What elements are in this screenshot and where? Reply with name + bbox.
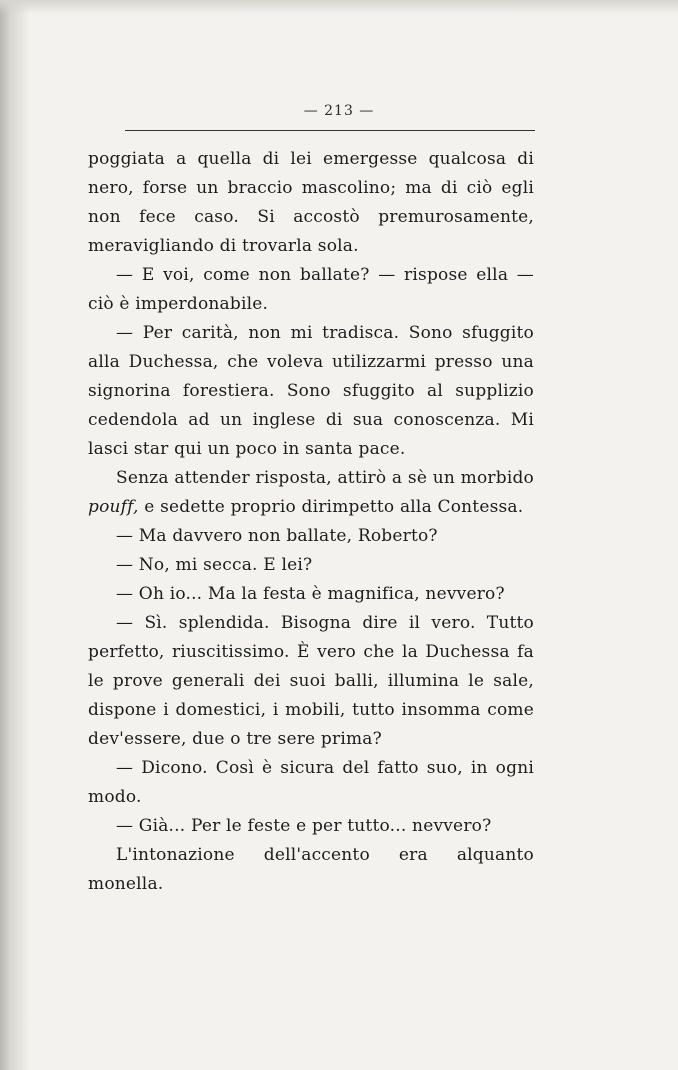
paragraph: — Per carità, non mi tradisca. Sono sfuggito alla Duchessa, che voleva utilizzarmi presso una signorina forestiera. Sono sfuggito al supplizio cedendola ad un inglese di sua conoscenza. Mi lasci star qui un poco in santa pace. (88, 323, 534, 459)
paragraph: — E voi, come non ballate? — rispose ella — ciò è imperdonabile. (88, 265, 534, 314)
page-gutter-shadow (0, 0, 30, 1070)
paragraph: — Sì. splendida. Bisogna dire il vero. Tutto perfetto, riuscitissimo. È vero che la Duchessa fa le prove generali dei suoi balli, illumina le sale, dispone i domestici, i mobili, tutto insomma come dev'essere, due o tre sere prima? (88, 613, 534, 749)
page-number: — 213 — (303, 103, 375, 119)
paragraph: poggiata a quella di lei emergesse qualcosa di nero, forse un braccio mascolino; ma di ciò egli non fece caso. Si accostò premurosamente, meravigliando di trovarla sola. (88, 149, 534, 256)
paragraph: — Dicono. Così è sicura del fatto suo, in ogni modo. (88, 758, 534, 807)
paragraph: L'intonazione dell'accento era alquanto monella. (88, 845, 534, 894)
body-text (88, 145, 534, 899)
italic-term: pouff, (88, 497, 139, 517)
paragraph: — No, mi secca. E lei? (116, 555, 313, 575)
paragraph: — Ma davvero non ballate, Roberto? (116, 526, 438, 546)
paragraph-text: e sedette proprio dirimpetto alla Contessa. (138, 497, 524, 517)
paragraph: — Oh io... Ma la festa è magnifica, nevvero? (116, 584, 505, 604)
paragraph-text: Senza attender risposta, attirò a sè un morbido (116, 468, 534, 488)
paragraph (88, 464, 534, 522)
header-rule (125, 130, 535, 131)
page-top-shadow (0, 0, 678, 14)
page-header (0, 100, 678, 119)
paragraph: — Già... Per le feste e per tutto... nevvero? (116, 816, 492, 836)
